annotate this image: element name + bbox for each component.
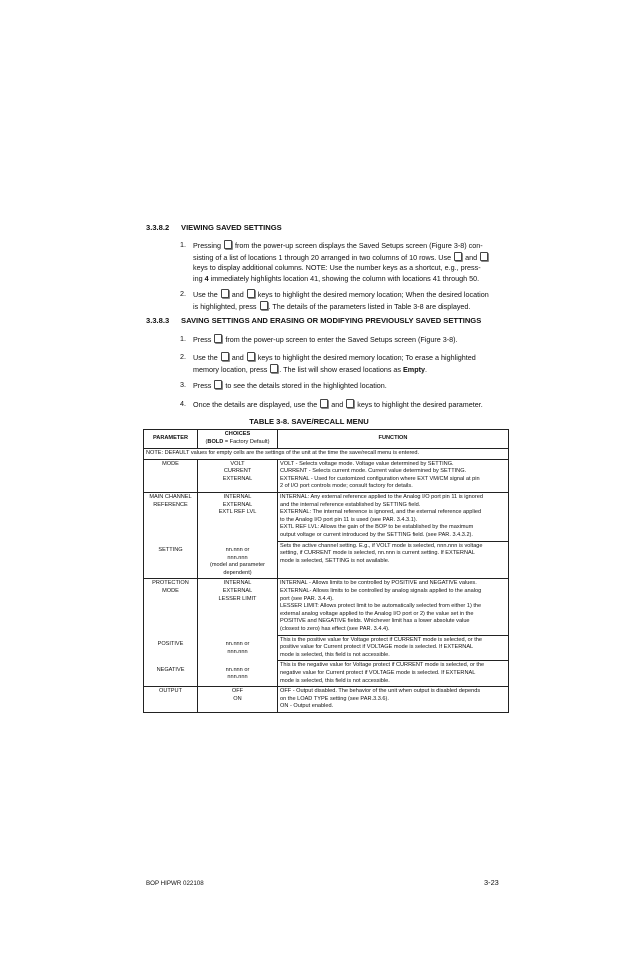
parameter-cell bbox=[144, 492, 198, 541]
text: sisting of a list of locations 1 through 20 arranged in two columns of 10 rows. Use bbox=[193, 252, 452, 262]
cell-line: LESSER LIMIT bbox=[218, 595, 257, 602]
text: . bbox=[424, 364, 427, 374]
step-paragraph bbox=[193, 334, 513, 346]
cell-line: This is the positive value for Voltage protect if CURRENT mode is selected, or the bbox=[280, 636, 482, 643]
text: from the power-up screen to enter the Saved Setups screen (Figure 3-8). bbox=[225, 335, 458, 344]
table-caption: TABLE 3-8. SAVE/RECALL MENU bbox=[249, 417, 369, 426]
step-paragraph bbox=[193, 240, 513, 284]
cell-line: ON - Output enabled. bbox=[280, 703, 334, 710]
parameter-cell bbox=[144, 687, 198, 713]
text: Press bbox=[193, 381, 212, 390]
column-header-choices bbox=[198, 430, 278, 449]
text: and bbox=[331, 400, 344, 409]
cell-line: MODE bbox=[162, 460, 179, 467]
cell-line: negative value for Current protect if VOLTAGE mode is selected. If EXTERNAL bbox=[280, 669, 476, 676]
cell-line: (closest to zero) has effect (see PAR. 3.4.4). bbox=[280, 625, 390, 632]
cell-line: EXTERNAL - Used for customized configuration where EXT VM/CM signal at pin bbox=[280, 475, 480, 482]
cell-line: This is the negative value for Voltage protect if CURRENT mode is selected, or the bbox=[280, 662, 485, 669]
column-header-parameter: PARAMETER bbox=[144, 430, 198, 449]
cell-line: nnn.nnn bbox=[227, 674, 248, 681]
cell-line: nnn.nnn bbox=[227, 554, 248, 561]
function-cell bbox=[278, 459, 509, 492]
cell-line: PROTECTION bbox=[152, 580, 189, 587]
cell-line: nn.nnn or bbox=[225, 666, 250, 673]
cell-line: INTERNAL - Allows limits to be controlled by POSITIVE and NEGATIVE values. bbox=[280, 580, 477, 587]
step-number: 1. bbox=[180, 240, 186, 249]
cell-line: positive value for Current protect if VOLTAGE mode is selected. If EXTERNAL bbox=[280, 644, 474, 651]
cell-line: (model and parameter bbox=[209, 562, 266, 569]
text: keys to display additional columns. NOTE: Use the number keys as a shortcut, e.g., press- bbox=[193, 263, 481, 273]
table-row bbox=[144, 635, 509, 661]
cell-line: and the internal reference established by SETTING field. bbox=[280, 501, 421, 508]
choices-cell bbox=[198, 492, 278, 541]
cell-line: output voltage or current introduced by the SETTING field. (see PAR. 3.4.3.2). bbox=[280, 531, 473, 538]
section-title: SAVING SETTINGS AND ERASING OR MODIFYING PREVIOUSLY SAVED SETTINGS bbox=[181, 316, 482, 325]
cell-line: ON bbox=[233, 695, 242, 702]
cell-line: EXTL REF LVL bbox=[218, 509, 257, 516]
cell-line: Sets the active channel setting. E.g., if VOLT mode is selected, nnn.nnn is voltage bbox=[280, 542, 483, 549]
text: Use the bbox=[193, 290, 218, 299]
parameter-cell bbox=[144, 541, 198, 579]
cell-line: OFF - Output disabled. The behavior of the unit when output is disabled depends bbox=[280, 688, 481, 695]
section-number: 3.3.8.3 bbox=[146, 316, 170, 325]
keypad-key-icon bbox=[270, 364, 278, 373]
step-number: 3. bbox=[180, 380, 186, 389]
step-paragraph bbox=[193, 380, 513, 392]
text: immediately highlights location 41, showing the column with locations 41 through 50. bbox=[210, 273, 480, 283]
parameter-cell bbox=[144, 661, 198, 687]
step-paragraph bbox=[193, 352, 513, 375]
cell-line: on the LOAD TYPE setting (see PAR.3.3.6). bbox=[280, 695, 389, 702]
keypad-key-icon bbox=[214, 334, 222, 343]
parameter-cell bbox=[144, 459, 198, 492]
choices-cell bbox=[198, 661, 278, 687]
cell-line: MODE bbox=[162, 588, 179, 594]
text: Once the details are displayed, use the bbox=[193, 400, 318, 409]
text: Empty bbox=[403, 364, 425, 374]
text: keys to highlight the desired memory location; To erase a highlighted bbox=[257, 353, 476, 362]
cell-line: OFF bbox=[231, 688, 244, 695]
text: to see the details stored in the highlighted location. bbox=[225, 381, 387, 390]
cell-line: NEGATIVE bbox=[156, 666, 185, 673]
footer-doc-id: BOP HIPWR 022108 bbox=[146, 880, 204, 887]
cell-line: EXTERNAL bbox=[222, 588, 253, 594]
parameter-cell bbox=[144, 635, 198, 661]
keypad-key-icon bbox=[454, 252, 462, 261]
text: . The list will show erased locations as bbox=[279, 364, 402, 374]
cell-line: OUTPUT bbox=[159, 688, 182, 695]
keypad-key-icon bbox=[214, 380, 222, 389]
cell-line: SETTING bbox=[158, 547, 183, 554]
keypad-key-icon bbox=[221, 289, 229, 298]
choices-cell bbox=[198, 635, 278, 661]
cell-line: setting, if CURRENT mode is selected, nn.nnn is current setting. If EXTERNAL bbox=[280, 550, 475, 557]
cell-line: to the Analog I/O port pin 11 is used (see PAR. 3.4.3.1). bbox=[280, 516, 418, 523]
keypad-key-icon bbox=[346, 399, 354, 408]
cell-line: POSITIVE and NEGATIVE fields. Whichever limit has a lower absolute value bbox=[280, 618, 470, 625]
text: and bbox=[231, 290, 244, 299]
keypad-key-icon bbox=[480, 252, 488, 261]
step-number: 2. bbox=[180, 352, 186, 361]
function-cell bbox=[278, 635, 509, 661]
cell-line: EXTL REF LVL: Allows the gain of the BOP to be established by the maximum bbox=[280, 524, 474, 531]
step-number: 1. bbox=[180, 334, 186, 343]
text: (BOLD = Factory Default) bbox=[205, 439, 270, 445]
step-paragraph bbox=[193, 289, 513, 312]
parameter-cell bbox=[144, 579, 198, 635]
choices-cell bbox=[198, 541, 278, 579]
choices-cell bbox=[198, 459, 278, 492]
step-number: 4. bbox=[180, 399, 186, 408]
save-recall-table bbox=[143, 429, 509, 713]
text: ing bbox=[193, 273, 203, 283]
cell-line: CURRENT bbox=[223, 468, 252, 475]
text: BOLD bbox=[207, 439, 224, 445]
cell-line: dependent) bbox=[223, 569, 252, 576]
table-row bbox=[144, 687, 509, 713]
choices-cell bbox=[198, 687, 278, 713]
section-number: 3.3.8.2 bbox=[146, 223, 170, 232]
text: Pressing bbox=[193, 241, 221, 250]
text: from the power-up screen displays the Saved Setups screen (Figure 3-8) con- bbox=[234, 241, 483, 250]
cell-line: mode is selected, this field is not accessible. bbox=[280, 677, 390, 684]
column-header-function: FUNCTION bbox=[278, 430, 509, 449]
cell-line: port (see PAR. 3.4.4). bbox=[280, 595, 334, 602]
cell-line: VOLT - Selects voltage mode. Voltage value determined by SETTING. bbox=[280, 460, 454, 467]
choices-cell bbox=[198, 579, 278, 635]
table-row bbox=[144, 459, 509, 492]
text: and bbox=[231, 353, 244, 362]
keypad-key-icon bbox=[221, 352, 229, 361]
text: is highlighted, press bbox=[193, 301, 257, 311]
cell-line: INTERNAL bbox=[223, 493, 252, 500]
keypad-key-icon bbox=[260, 301, 268, 310]
section-title: VIEWING SAVED SETTINGS bbox=[181, 223, 282, 232]
text: memory location, press bbox=[193, 364, 268, 374]
function-cell bbox=[278, 687, 509, 713]
cell-line: POSITIVE bbox=[157, 641, 184, 648]
cell-line: nn.nnn or bbox=[225, 547, 250, 554]
function-cell bbox=[278, 492, 509, 541]
keypad-key-icon bbox=[224, 240, 232, 249]
text: CHOICES bbox=[224, 431, 251, 438]
table-note: NOTE: DEFAULT values for empty cells are the settings of the unit at the time the save/recall menu is entered. bbox=[144, 449, 509, 460]
cell-line: INTERNAL bbox=[223, 580, 252, 587]
text: = Factory Default) bbox=[224, 439, 270, 445]
table-row bbox=[144, 541, 509, 579]
table-row bbox=[144, 492, 509, 541]
cell-line: INTERNAL: Any external reference applied to the Analog I/O port pin 11 is ignored bbox=[280, 493, 483, 500]
cell-line: nn.nnn or bbox=[225, 641, 250, 648]
cell-line: external analog voltage applied to the Analog I/O port or 2) the value set in the bbox=[280, 610, 474, 617]
cell-line: EXTERNAL bbox=[222, 501, 253, 508]
cell-line: EXTERNAL: The internal reference is ignored, and the external reference applied bbox=[280, 509, 482, 516]
cell-line: nnn.nnn bbox=[227, 648, 248, 655]
table-row bbox=[144, 661, 509, 687]
keypad-key-icon bbox=[320, 399, 328, 408]
table-header-row bbox=[144, 430, 509, 449]
cell-line: MAIN CHANNEL bbox=[149, 493, 192, 500]
keypad-key-icon bbox=[247, 289, 255, 298]
keypad-key-icon bbox=[247, 352, 255, 361]
cell-line: REFERENCE bbox=[153, 501, 188, 508]
text: . The details of the parameters listed in Table 3-8 are displayed. bbox=[268, 301, 471, 311]
function-cell bbox=[278, 541, 509, 579]
text: Press bbox=[193, 335, 212, 344]
function-cell bbox=[278, 579, 509, 635]
step-number: 2. bbox=[180, 289, 186, 298]
cell-line: mode is selected, this field is not accessible. bbox=[280, 651, 390, 658]
table-row bbox=[144, 579, 509, 635]
text: 4 bbox=[204, 273, 209, 283]
function-cell bbox=[278, 661, 509, 687]
cell-line: CURRENT - Selects current mode. Current value determined by SETTING. bbox=[280, 468, 467, 475]
text: keys to highlight the desired parameter. bbox=[357, 400, 483, 409]
cell-line: mode is selected, SETTING is not available. bbox=[280, 557, 390, 564]
cell-line: LESSER LIMIT: Allows protect limit to be automatically selected from either 1) the bbox=[280, 603, 482, 610]
text: Use the bbox=[193, 353, 218, 362]
step-paragraph bbox=[193, 399, 513, 411]
cell-line: 2 of I/O port controls mode; consult factory for details. bbox=[280, 483, 413, 490]
text: keys to highlight the desired memory location; When the desired location bbox=[257, 290, 489, 299]
cell-line: EXTERNAL bbox=[222, 475, 253, 482]
page-number: 3-23 bbox=[484, 878, 499, 887]
text: and bbox=[465, 252, 478, 262]
cell-line: VOLT bbox=[230, 460, 245, 467]
cell-line: EXTERNAL- Allows limits to be controlled by analog signals applied to the analog bbox=[280, 588, 482, 594]
